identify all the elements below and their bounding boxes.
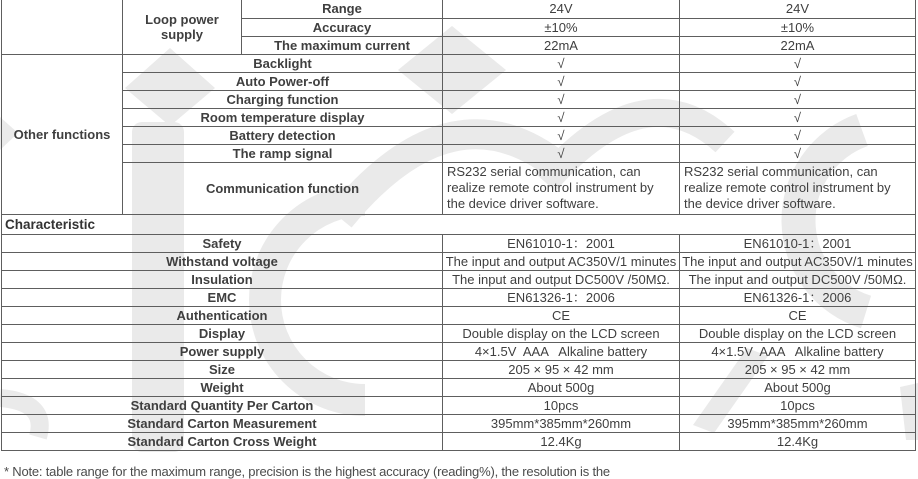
check-value: √ [443,72,680,90]
check-value: √ [680,90,916,108]
row-label: Size [2,360,443,378]
spec-value: Double display on the LCD screen [680,324,916,342]
check-value: √ [443,54,680,72]
spec-value: CE [680,306,916,324]
row-label: Authentication [2,306,443,324]
spec-value: About 500g [680,378,916,396]
group-label-loop-power-supply: Loop power supply [123,0,242,54]
check-value: √ [680,144,916,162]
spec-value: RS232 serial communication, can realize remote control instrument by the device driver software. [443,162,680,214]
row-label: Standard Carton Cross Weight [2,432,443,450]
spec-value: The input and output DC500V /50MΩ. [680,270,916,288]
row-label: Battery detection [123,126,443,144]
check-value: √ [680,126,916,144]
spec-value: 10pcs [680,396,916,414]
spec-value: EN61326-1：2006 [680,288,916,306]
check-value: √ [443,126,680,144]
spec-value: ±10% [443,18,680,36]
row-label: The maximum current [242,36,443,54]
spec-value: Double display on the LCD screen [443,324,680,342]
row-label: Withstand voltage [2,252,443,270]
spec-value: EN61010-1：2001 [443,234,680,252]
check-value: √ [680,72,916,90]
row-label: Standard Quantity Per Carton [2,396,443,414]
row-label: Safety [2,234,443,252]
check-value: √ [443,144,680,162]
spec-value: 22mA [680,36,916,54]
row-label: Charging function [123,90,443,108]
row-label: Insulation [2,270,443,288]
spec-value: RS232 serial communication, can realize remote control instrument by the device driver software. [680,162,916,214]
spec-value: EN61326-1：2006 [443,288,680,306]
spec-value: 205 × 95 × 42 mm [443,360,680,378]
spec-value: The input and output DC500V /50MΩ. [443,270,680,288]
row-label: Backlight [123,54,443,72]
spec-value: 24V [680,0,916,18]
check-value: √ [443,108,680,126]
row-label: The ramp signal [123,144,443,162]
spec-value: 24V [443,0,680,18]
check-value: √ [680,54,916,72]
spec-value: CE [443,306,680,324]
spec-value: 395mm*385mm*260mm [443,414,680,432]
spec-value: EN61010-1：2001 [680,234,916,252]
row-label: Communication function [123,162,443,214]
row-label: Weight [2,378,443,396]
row-label: Power supply [2,342,443,360]
spec-value: The input and output AC350V/1 minutes [680,252,916,270]
spec-table [1,0,916,451]
row-label: Range [242,0,443,18]
row-label: Standard Carton Measurement [2,414,443,432]
row-label: EMC [2,288,443,306]
spec-value: 205 × 95 × 42 mm [680,360,916,378]
row-label: Display [2,324,443,342]
left-spacer-cell [2,0,123,54]
row-label: Auto Power-off [123,72,443,90]
group-label-other-functions: Other functions [2,54,123,214]
spec-value: 4×1.5V AAA Alkaline battery [443,342,680,360]
spec-value: ±10% [680,18,916,36]
spec-value: 22mA [443,36,680,54]
spec-value: 395mm*385mm*260mm [680,414,916,432]
spec-value: 4×1.5V AAA Alkaline battery [680,342,916,360]
spec-value: 10pcs [443,396,680,414]
spec-value: The input and output AC350V/1 minutes [443,252,680,270]
check-value: √ [680,108,916,126]
spec-value: 12.4Kg [443,432,680,450]
row-label: Room temperature display [123,108,443,126]
spec-value: 12.4Kg [680,432,916,450]
spec-value: About 500g [443,378,680,396]
section-header-characteristic: Characteristic [2,214,916,234]
footnote: * Note: table range for the maximum range, precision is the highest accuracy (reading%), the resolution is the [4,463,610,479]
row-label: Accuracy [242,18,443,36]
check-value: √ [443,90,680,108]
